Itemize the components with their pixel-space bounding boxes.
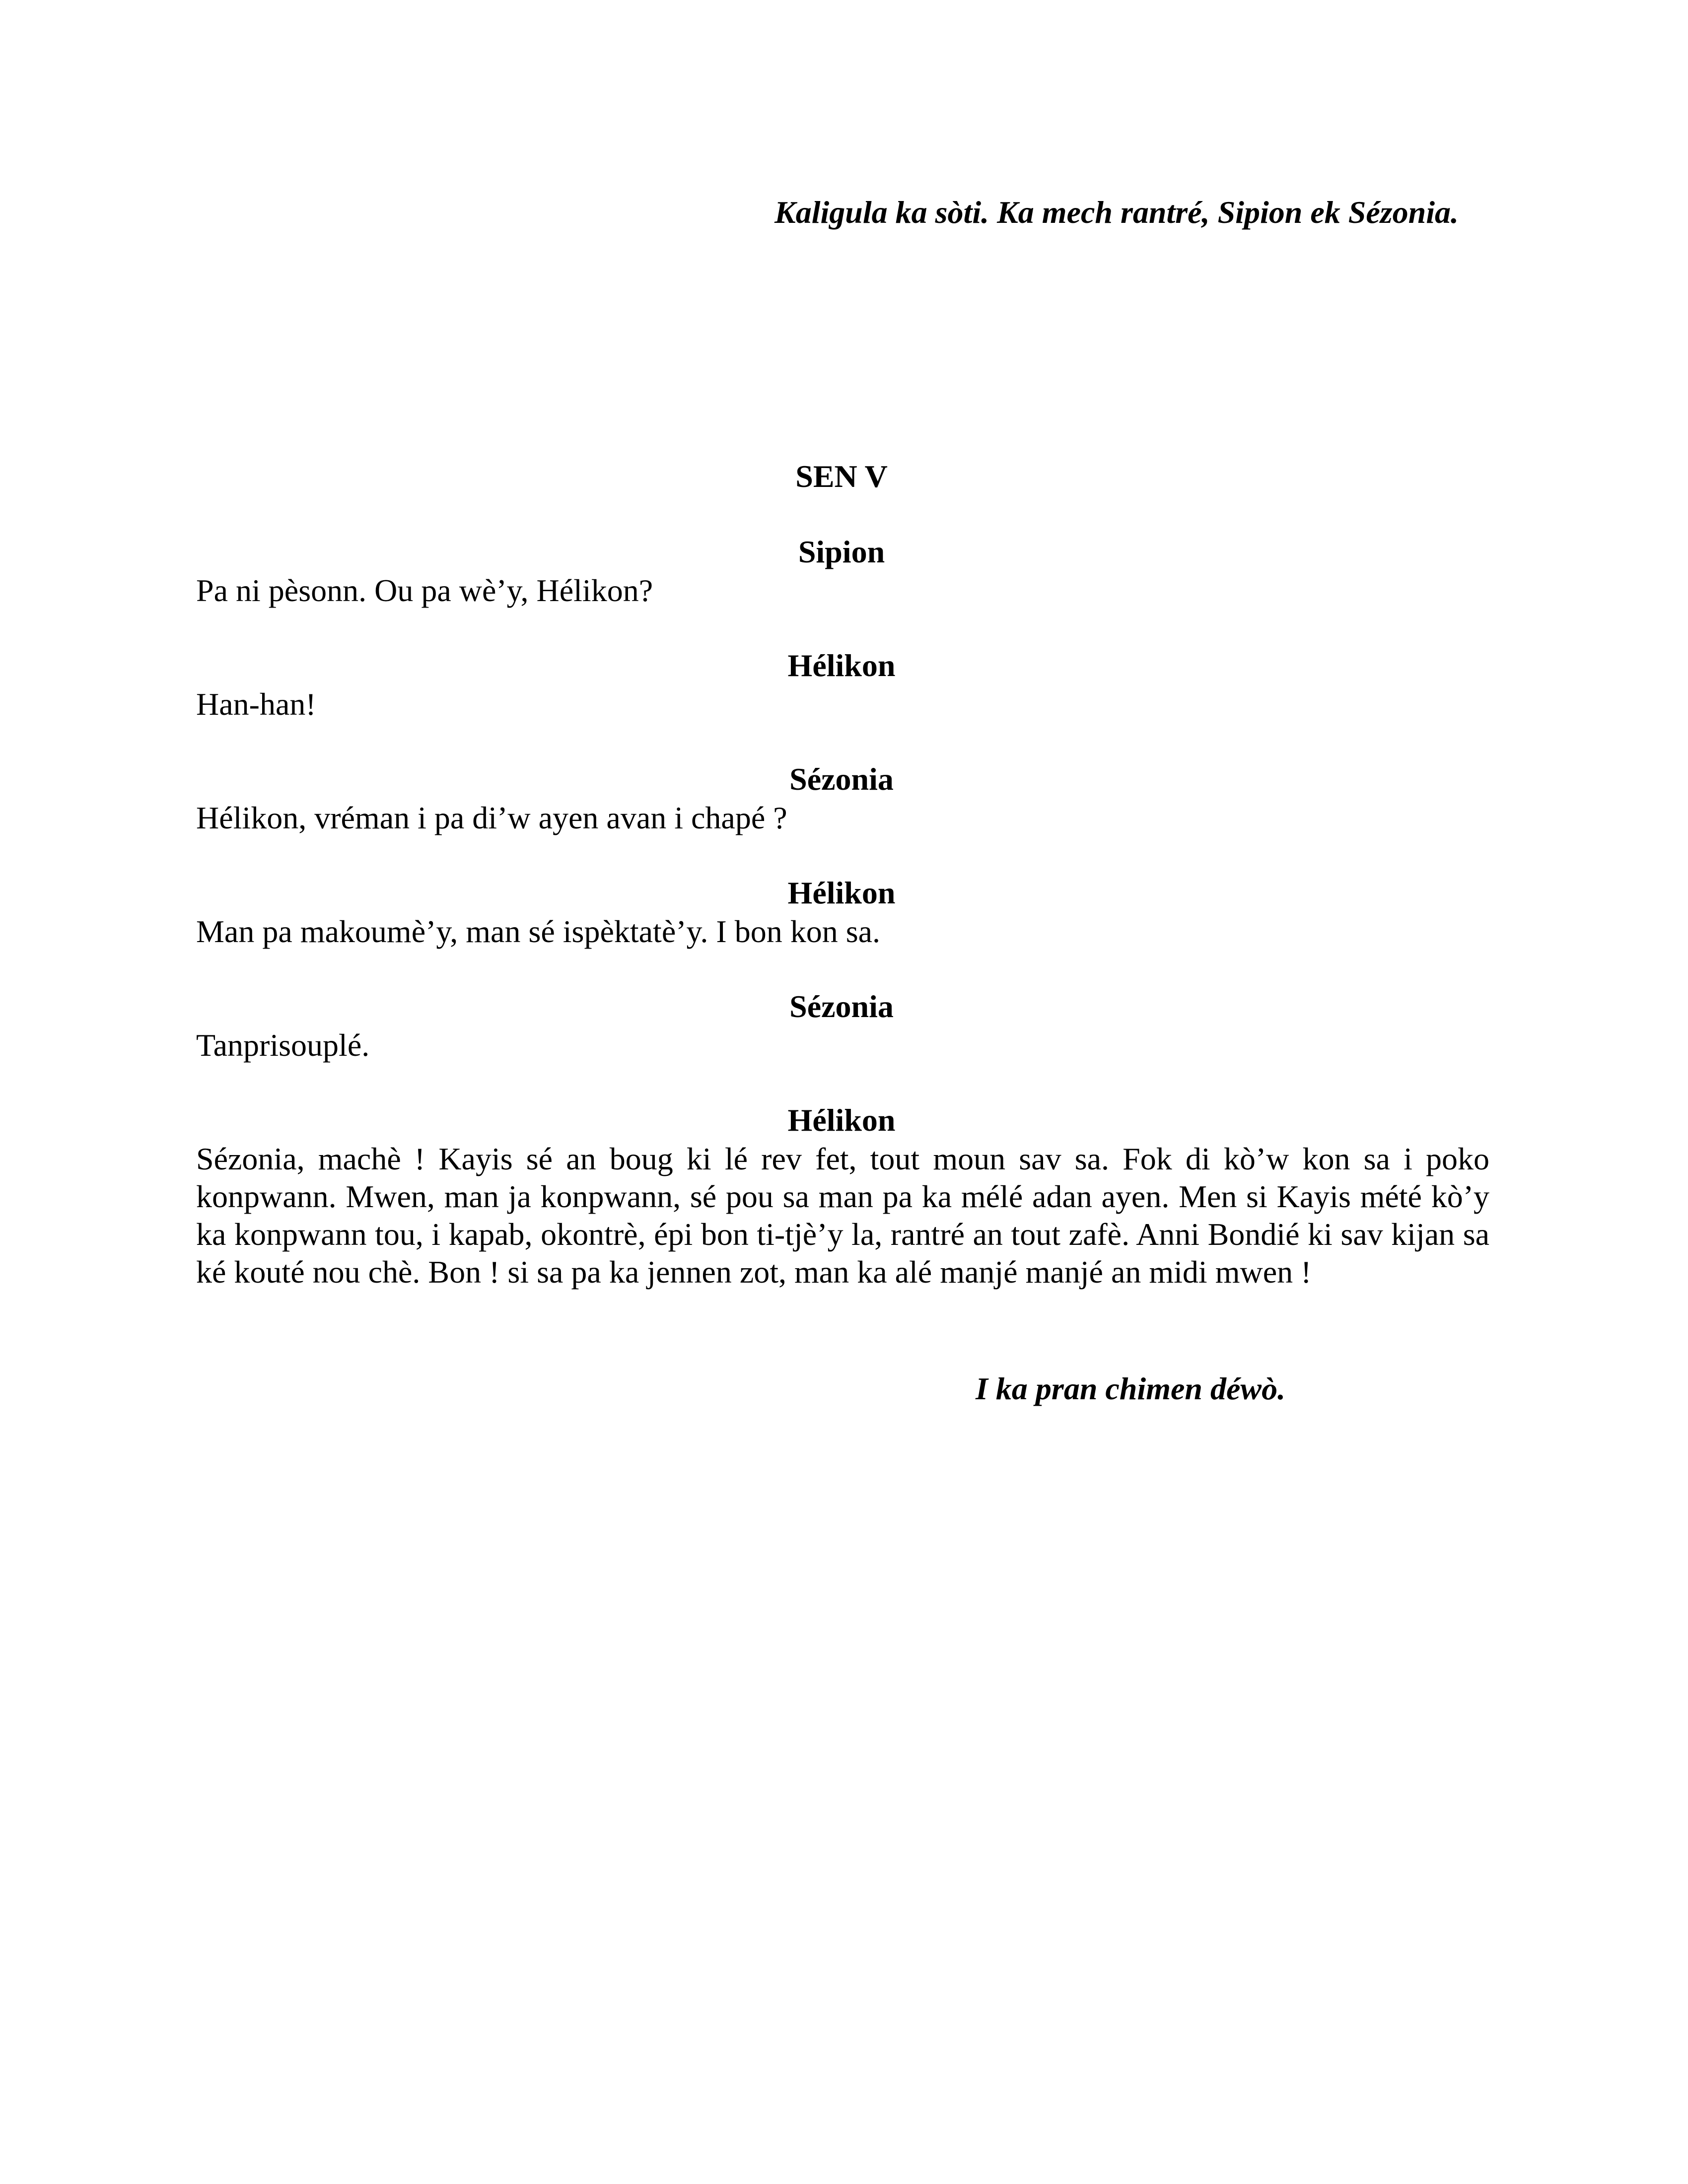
dialogue-line: Man pa makoumè’y, man sé ispèktatè’y. I bon kon sa.: [196, 914, 880, 949]
speaker-sipion: Sipion: [798, 534, 885, 569]
dialogue-line: Han-han!: [196, 686, 316, 722]
dialogue-paragraph: Sézonia, machè ! Kayis sé an boug ki lé rev fet, tout moun sav sa. Fok di kò’w kon sa i poko konpwann. Mwen, man ja konpwann, sé pou sa man pa ka mélé adan ayen. Men si Kayis mété kò’y ka konpwann tou, i kapab, okontrè, épi bon ti-tjè’y la, rantré an tout zafè. Anni Bondié ki sav kijan sa ké kouté nou chè. Bon ! si sa pa ka jennen zot, man ka alé manjé manjé an midi mwen !: [196, 1141, 1489, 1290]
scene-title: SEN V: [795, 459, 888, 494]
speaker-helikon: Hélikon: [787, 648, 896, 683]
closing-stage-direction: I ka pran chimen déwò.: [976, 1371, 1286, 1406]
dialogue-line: Tanprisouplé.: [196, 1027, 370, 1063]
speaker-sezonia: Sézonia: [789, 761, 894, 797]
dialogue-line: Pa ni pèsonn. Ou pa wè’y, Hélikon?: [196, 573, 653, 608]
speaker-sezonia: Sézonia: [789, 989, 894, 1024]
dialogue-line: Hélikon, vréman i pa di’w ayen avan i chapé ?: [196, 800, 787, 835]
speaker-helikon: Hélikon: [787, 1102, 896, 1138]
opening-stage-direction: Kaligula ka sòti. Ka mech rantré, Sipion ek Sézonia.: [774, 195, 1459, 230]
speaker-helikon: Hélikon: [787, 875, 896, 910]
